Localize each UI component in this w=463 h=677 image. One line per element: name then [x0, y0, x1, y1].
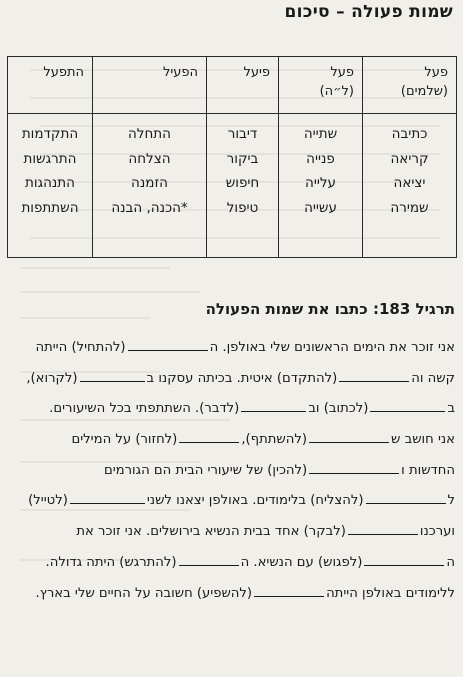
table-cell: התחלה: [127, 126, 171, 142]
exercise-line: [9, 517, 455, 548]
table-cell: חיפוש: [225, 175, 260, 191]
answer-blank[interactable]: [370, 398, 445, 412]
exercise-text: (לבקר) אחד בבית הנשיא בירושלים. אני זוכר את: [76, 524, 346, 540]
table-cell: התרגשות: [23, 150, 77, 167]
exercise-text: ה: [446, 554, 455, 570]
answer-blank[interactable]: [128, 337, 208, 351]
exercise-text: (לפגוש) עם הנשיא. ה: [240, 554, 363, 570]
exercise-body: [9, 333, 455, 609]
header-label: פעל: [424, 65, 448, 80]
exercise-text: (לדבר). השתתפתי בכל השיעורים.: [49, 401, 240, 417]
answer-blank[interactable]: [179, 552, 239, 566]
exercise-text: ב: [447, 401, 455, 417]
answer-blank[interactable]: [366, 490, 446, 504]
exercise-text: (להצליח) בלימודים. באולפן יצאנו לשני: [146, 493, 364, 509]
exercise-text: (להתרגש) היתה גדולה.: [45, 554, 177, 570]
header-sublabel: (שלמים): [400, 84, 448, 99]
exercise-text: ללימודים באולפן הייתה: [326, 585, 455, 601]
exercise-text: אני זוכר את הימים הראשונים שלי באולפן. ה: [209, 340, 455, 355]
summary-table: [7, 56, 457, 258]
answer-blank[interactable]: [309, 460, 399, 474]
header-hitpael: [8, 57, 93, 114]
exercise-text: קשה וה: [411, 370, 455, 386]
exercise-title: תרגיל 183: כתבו את שמות הפעולה: [205, 300, 455, 318]
table-cell: פנייה: [306, 150, 335, 167]
answer-blank[interactable]: [339, 368, 409, 382]
exercise-text: (להשתתף),: [241, 432, 308, 448]
answer-blank[interactable]: [241, 398, 306, 412]
column-hifil: [93, 114, 207, 258]
exercise-text: וערכנו: [419, 524, 455, 540]
header-hifil: [93, 57, 207, 114]
answer-blank[interactable]: [309, 429, 389, 443]
exercise-text: (להשפיע) חשובה על החיים שלי בארץ.: [35, 585, 253, 601]
exercise-line: [9, 425, 455, 456]
header-paal-shlemim: [363, 57, 457, 114]
table-cell: דיבור: [227, 126, 258, 142]
table-cell: כתיבה: [391, 126, 428, 142]
table-cell: הצלחה: [128, 150, 171, 167]
exercise-text: (להכין) של שיעורי הבית הם הגורמים: [103, 462, 308, 478]
exercise-text: (לקרוא),: [26, 370, 78, 386]
table-cell: טיפול: [226, 199, 259, 216]
table-cell: התנהגות: [24, 175, 76, 191]
column-hitpael: [8, 114, 93, 258]
page-title: שמות פעולה – סיכום: [284, 2, 453, 22]
table-cell: *הכנה, הבנה: [111, 199, 188, 216]
table-cell: קריאה: [390, 150, 429, 167]
table-cell: יציאה: [393, 175, 426, 191]
exercise-line: [9, 548, 455, 579]
table-cell: עלייה: [305, 175, 336, 191]
exercise-text: (להתחיל) הייתה: [35, 340, 126, 355]
column-piel: [207, 114, 279, 258]
answer-blank[interactable]: [254, 583, 324, 597]
table-cell: ביקור: [226, 150, 259, 167]
table-cell: התקדמות: [21, 126, 79, 142]
exercise-line: [9, 579, 455, 610]
exercise-text: (לחזור) על המילים: [71, 432, 178, 448]
column-paal-lamed-he: [279, 114, 363, 258]
exercise-line: [9, 394, 455, 425]
table-cell: השתתפות: [21, 199, 79, 216]
exercise-text: (לכתוב) וב: [308, 401, 369, 417]
answer-blank[interactable]: [70, 490, 145, 504]
column-paal-shlemim: [363, 114, 457, 258]
summary-body-row: [8, 114, 457, 258]
header-sublabel: (ל״ה): [319, 84, 354, 99]
header-label: פיעל: [243, 65, 270, 80]
exercise-text: (לטייל): [28, 493, 68, 509]
table-cell: שתייה: [303, 126, 338, 142]
header-paal-lamed-he: [279, 57, 363, 114]
exercise-line: [9, 486, 455, 517]
bleed-through-text: [30, 6, 280, 18]
table-cell: הזמנה: [131, 175, 168, 191]
answer-blank[interactable]: [348, 521, 418, 535]
exercise-line: [9, 456, 455, 487]
exercise-text: ל: [447, 493, 455, 509]
exercise-line: [9, 364, 455, 395]
answer-blank[interactable]: [364, 552, 444, 566]
header-piel: [207, 57, 279, 114]
answer-blank[interactable]: [80, 368, 145, 382]
table-cell: שמירה: [390, 199, 429, 216]
exercise-text: אני חושב ש: [391, 432, 455, 448]
header-label: התפעל: [43, 65, 84, 80]
summary-header-row: [8, 57, 457, 114]
answer-blank[interactable]: [179, 429, 239, 443]
exercise-text: (להתקדם) איטית. בכיתה עסקנו ב: [146, 370, 338, 386]
header-label: פעל: [330, 65, 354, 80]
table-cell: עשייה: [304, 199, 337, 216]
exercise-line: [9, 333, 455, 364]
header-label: הפעיל: [162, 65, 198, 80]
exercise-text: החדשות ו: [401, 462, 455, 478]
